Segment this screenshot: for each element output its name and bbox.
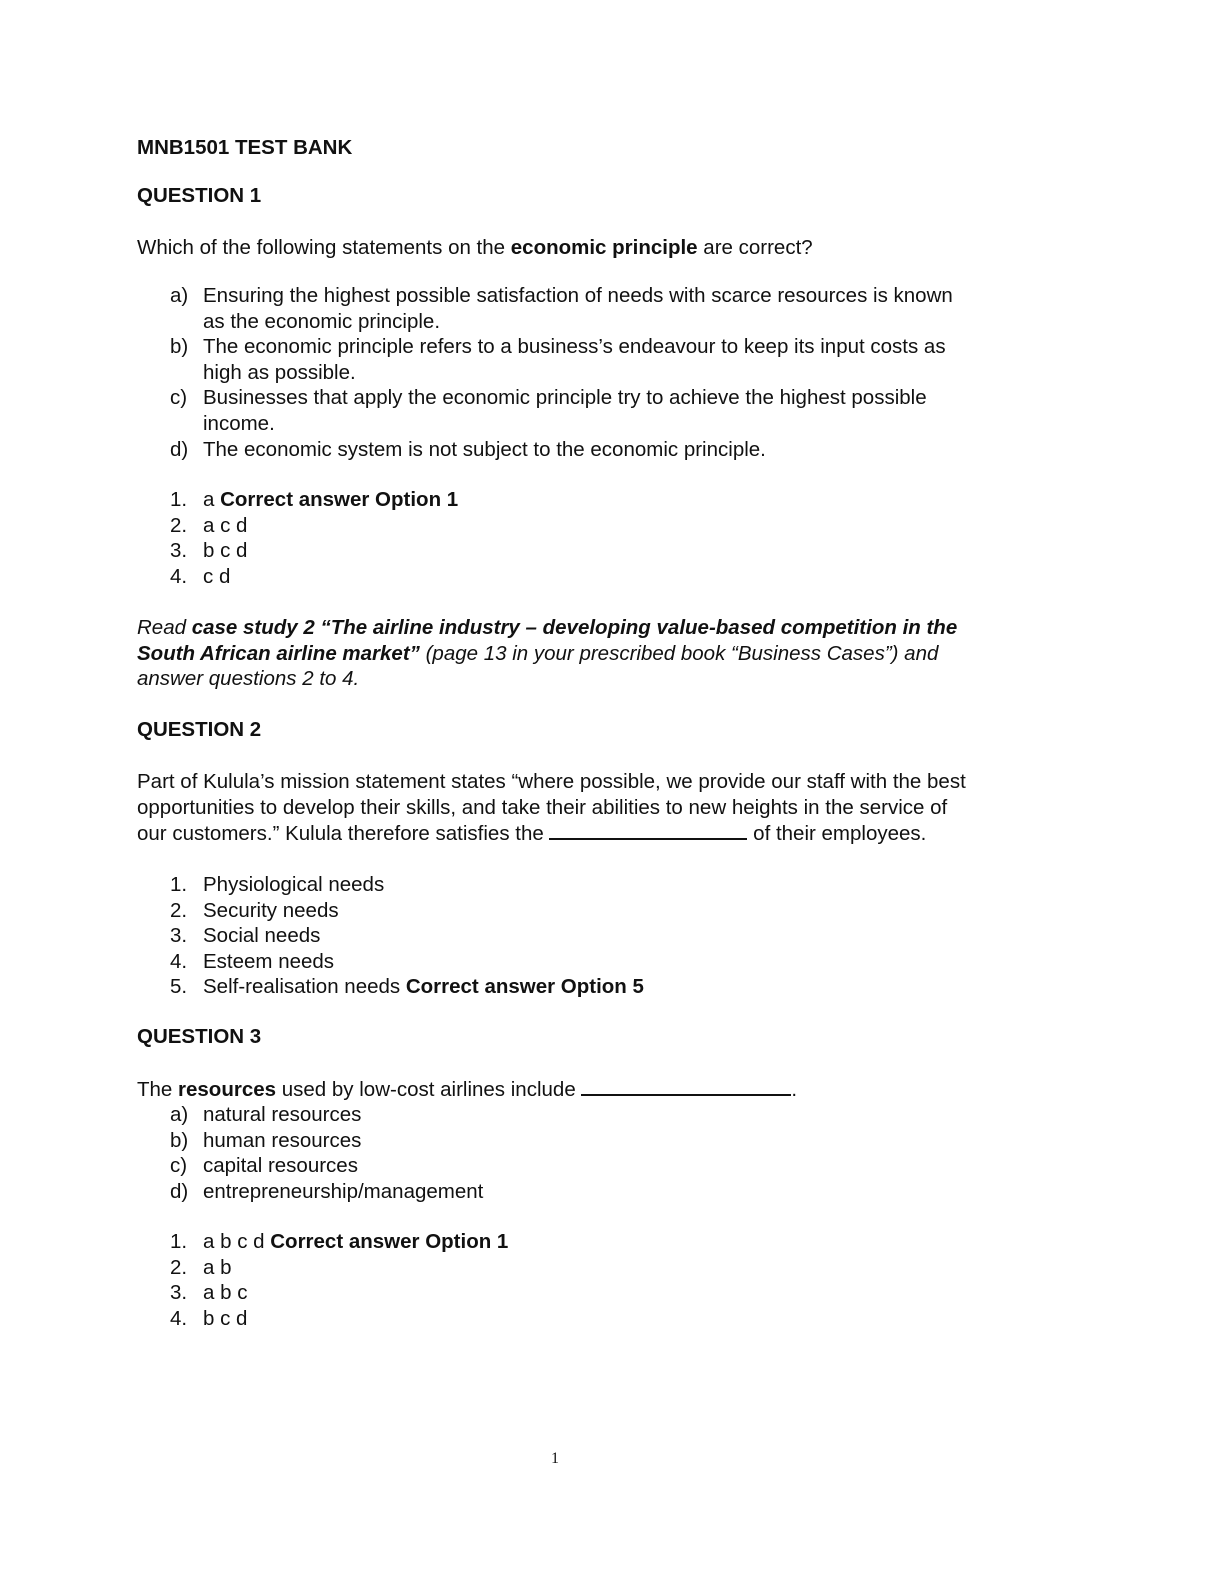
statement-item bbox=[137, 1102, 977, 1128]
stem-bold: economic principle bbox=[510, 236, 698, 259]
question-3-statements bbox=[137, 1102, 977, 1204]
option-label: 1. bbox=[170, 873, 188, 896]
question-2-options bbox=[137, 872, 977, 1000]
option-text: a b bbox=[203, 1255, 232, 1279]
statement-item bbox=[137, 437, 967, 463]
statement-label: d) bbox=[170, 437, 189, 461]
statement-label: c) bbox=[170, 386, 188, 410]
stem-text: The bbox=[137, 1078, 179, 1101]
option-item bbox=[137, 898, 977, 924]
option-text: b c d bbox=[203, 539, 248, 563]
stem-bold: resources bbox=[178, 1078, 277, 1101]
document-title: MNB1501 TEST BANK bbox=[137, 136, 353, 159]
option-label: 3. bbox=[170, 1281, 188, 1305]
statement-text: entrepreneurship/management bbox=[203, 1179, 484, 1203]
option-item bbox=[137, 1306, 977, 1332]
option-item bbox=[137, 949, 977, 975]
answer-blank bbox=[581, 1076, 791, 1096]
option-label: 2. bbox=[170, 513, 188, 537]
option-label: 2. bbox=[170, 1255, 188, 1279]
option-item bbox=[137, 564, 977, 590]
stem-text: Part of Kulula’s mission statement states “where possible, we provide our staff with the best opportunities to develop their skills, and take their abilities to new heights in the service of our customers.” Kulula therefore satisfies the bbox=[137, 770, 966, 846]
option-text: a b c bbox=[203, 1281, 248, 1305]
statement-label: a) bbox=[170, 1103, 189, 1126]
option-text: Security needs bbox=[203, 898, 339, 922]
option-text: Self-realisation needs bbox=[203, 975, 406, 999]
question-1-statements bbox=[137, 283, 967, 462]
option-item bbox=[137, 538, 977, 564]
option-text: Social needs bbox=[203, 924, 321, 948]
stem-text: of their employees. bbox=[747, 822, 927, 846]
correct-answer: Correct answer Option 5 bbox=[405, 975, 644, 999]
option-label: 4. bbox=[170, 1306, 188, 1330]
option-label: 1. bbox=[170, 488, 188, 511]
statement-text: Businesses that apply the economic principle try to achieve the highest possible income. bbox=[203, 386, 927, 435]
stem-text: Which of the following statements on the bbox=[137, 236, 511, 259]
stem-text: . bbox=[791, 1078, 798, 1101]
option-item bbox=[137, 1280, 977, 1306]
statement-item bbox=[137, 334, 967, 385]
answer-blank bbox=[549, 820, 747, 840]
option-text: Physiological needs bbox=[203, 873, 385, 896]
option-text: c d bbox=[203, 564, 231, 588]
question-3-stem bbox=[137, 1076, 977, 1103]
statement-label: d) bbox=[170, 1179, 189, 1203]
statement-text: Ensuring the highest possible satisfaction of needs with scarce resources is known as the economic principle. bbox=[203, 284, 953, 333]
option-label: 3. bbox=[170, 539, 188, 563]
option-text: b c d bbox=[203, 1306, 248, 1330]
stem-text: used by low-cost airlines include bbox=[276, 1078, 582, 1101]
statement-label: a) bbox=[170, 284, 189, 307]
question-2-stem bbox=[137, 769, 972, 847]
option-label: 4. bbox=[170, 949, 188, 973]
page-number: 1 bbox=[551, 1450, 559, 1467]
statement-item bbox=[137, 1153, 977, 1179]
case-text: Read bbox=[137, 616, 192, 639]
question-3-heading: QUESTION 3 bbox=[137, 1025, 262, 1048]
case-title: case study 2 “The airline industry – developing value-based competition in the South African airline market” bbox=[137, 616, 958, 665]
statement-label: b) bbox=[170, 1128, 189, 1152]
question-1-options bbox=[137, 487, 977, 589]
question-2-heading: QUESTION 2 bbox=[137, 718, 262, 741]
statement-item bbox=[137, 283, 967, 334]
correct-answer: Correct answer Option 1 bbox=[220, 488, 459, 511]
option-text: a b c d bbox=[203, 1230, 271, 1253]
statement-label: b) bbox=[170, 335, 189, 359]
correct-answer: Correct answer Option 1 bbox=[270, 1230, 509, 1253]
option-item bbox=[137, 1229, 977, 1255]
option-label: 1. bbox=[170, 1230, 188, 1253]
statement-item bbox=[137, 1179, 977, 1205]
option-item bbox=[137, 487, 977, 513]
option-item bbox=[137, 872, 977, 898]
question-1-heading: QUESTION 1 bbox=[137, 184, 262, 207]
option-item bbox=[137, 923, 977, 949]
statement-item bbox=[137, 1128, 977, 1154]
option-label: 4. bbox=[170, 564, 188, 588]
statement-text: human resources bbox=[203, 1128, 362, 1152]
case-text: (page 13 in your prescribed book “Business Cases”) and answer questions 2 to 4. bbox=[137, 641, 939, 691]
question-3-options bbox=[137, 1229, 977, 1331]
statement-text: The economic system is not subject to the economic principle. bbox=[203, 437, 766, 461]
option-label: 5. bbox=[170, 975, 188, 999]
option-text: a c d bbox=[203, 513, 248, 537]
option-label: 2. bbox=[170, 898, 188, 922]
question-1-stem bbox=[137, 235, 977, 261]
statement-item bbox=[137, 385, 967, 436]
option-item bbox=[137, 974, 977, 1000]
option-item bbox=[137, 1255, 977, 1281]
statement-text: capital resources bbox=[203, 1154, 358, 1178]
stem-text: are correct? bbox=[697, 236, 813, 259]
option-item bbox=[137, 513, 977, 539]
statement-label: c) bbox=[170, 1154, 188, 1178]
option-text: a bbox=[203, 488, 221, 511]
statement-text: natural resources bbox=[203, 1103, 362, 1126]
option-label: 3. bbox=[170, 924, 188, 948]
option-text: Esteem needs bbox=[203, 949, 335, 973]
case-study-instruction bbox=[137, 615, 972, 692]
statement-text: The economic principle refers to a business’s endeavour to keep its input costs as high as possible. bbox=[203, 335, 946, 384]
